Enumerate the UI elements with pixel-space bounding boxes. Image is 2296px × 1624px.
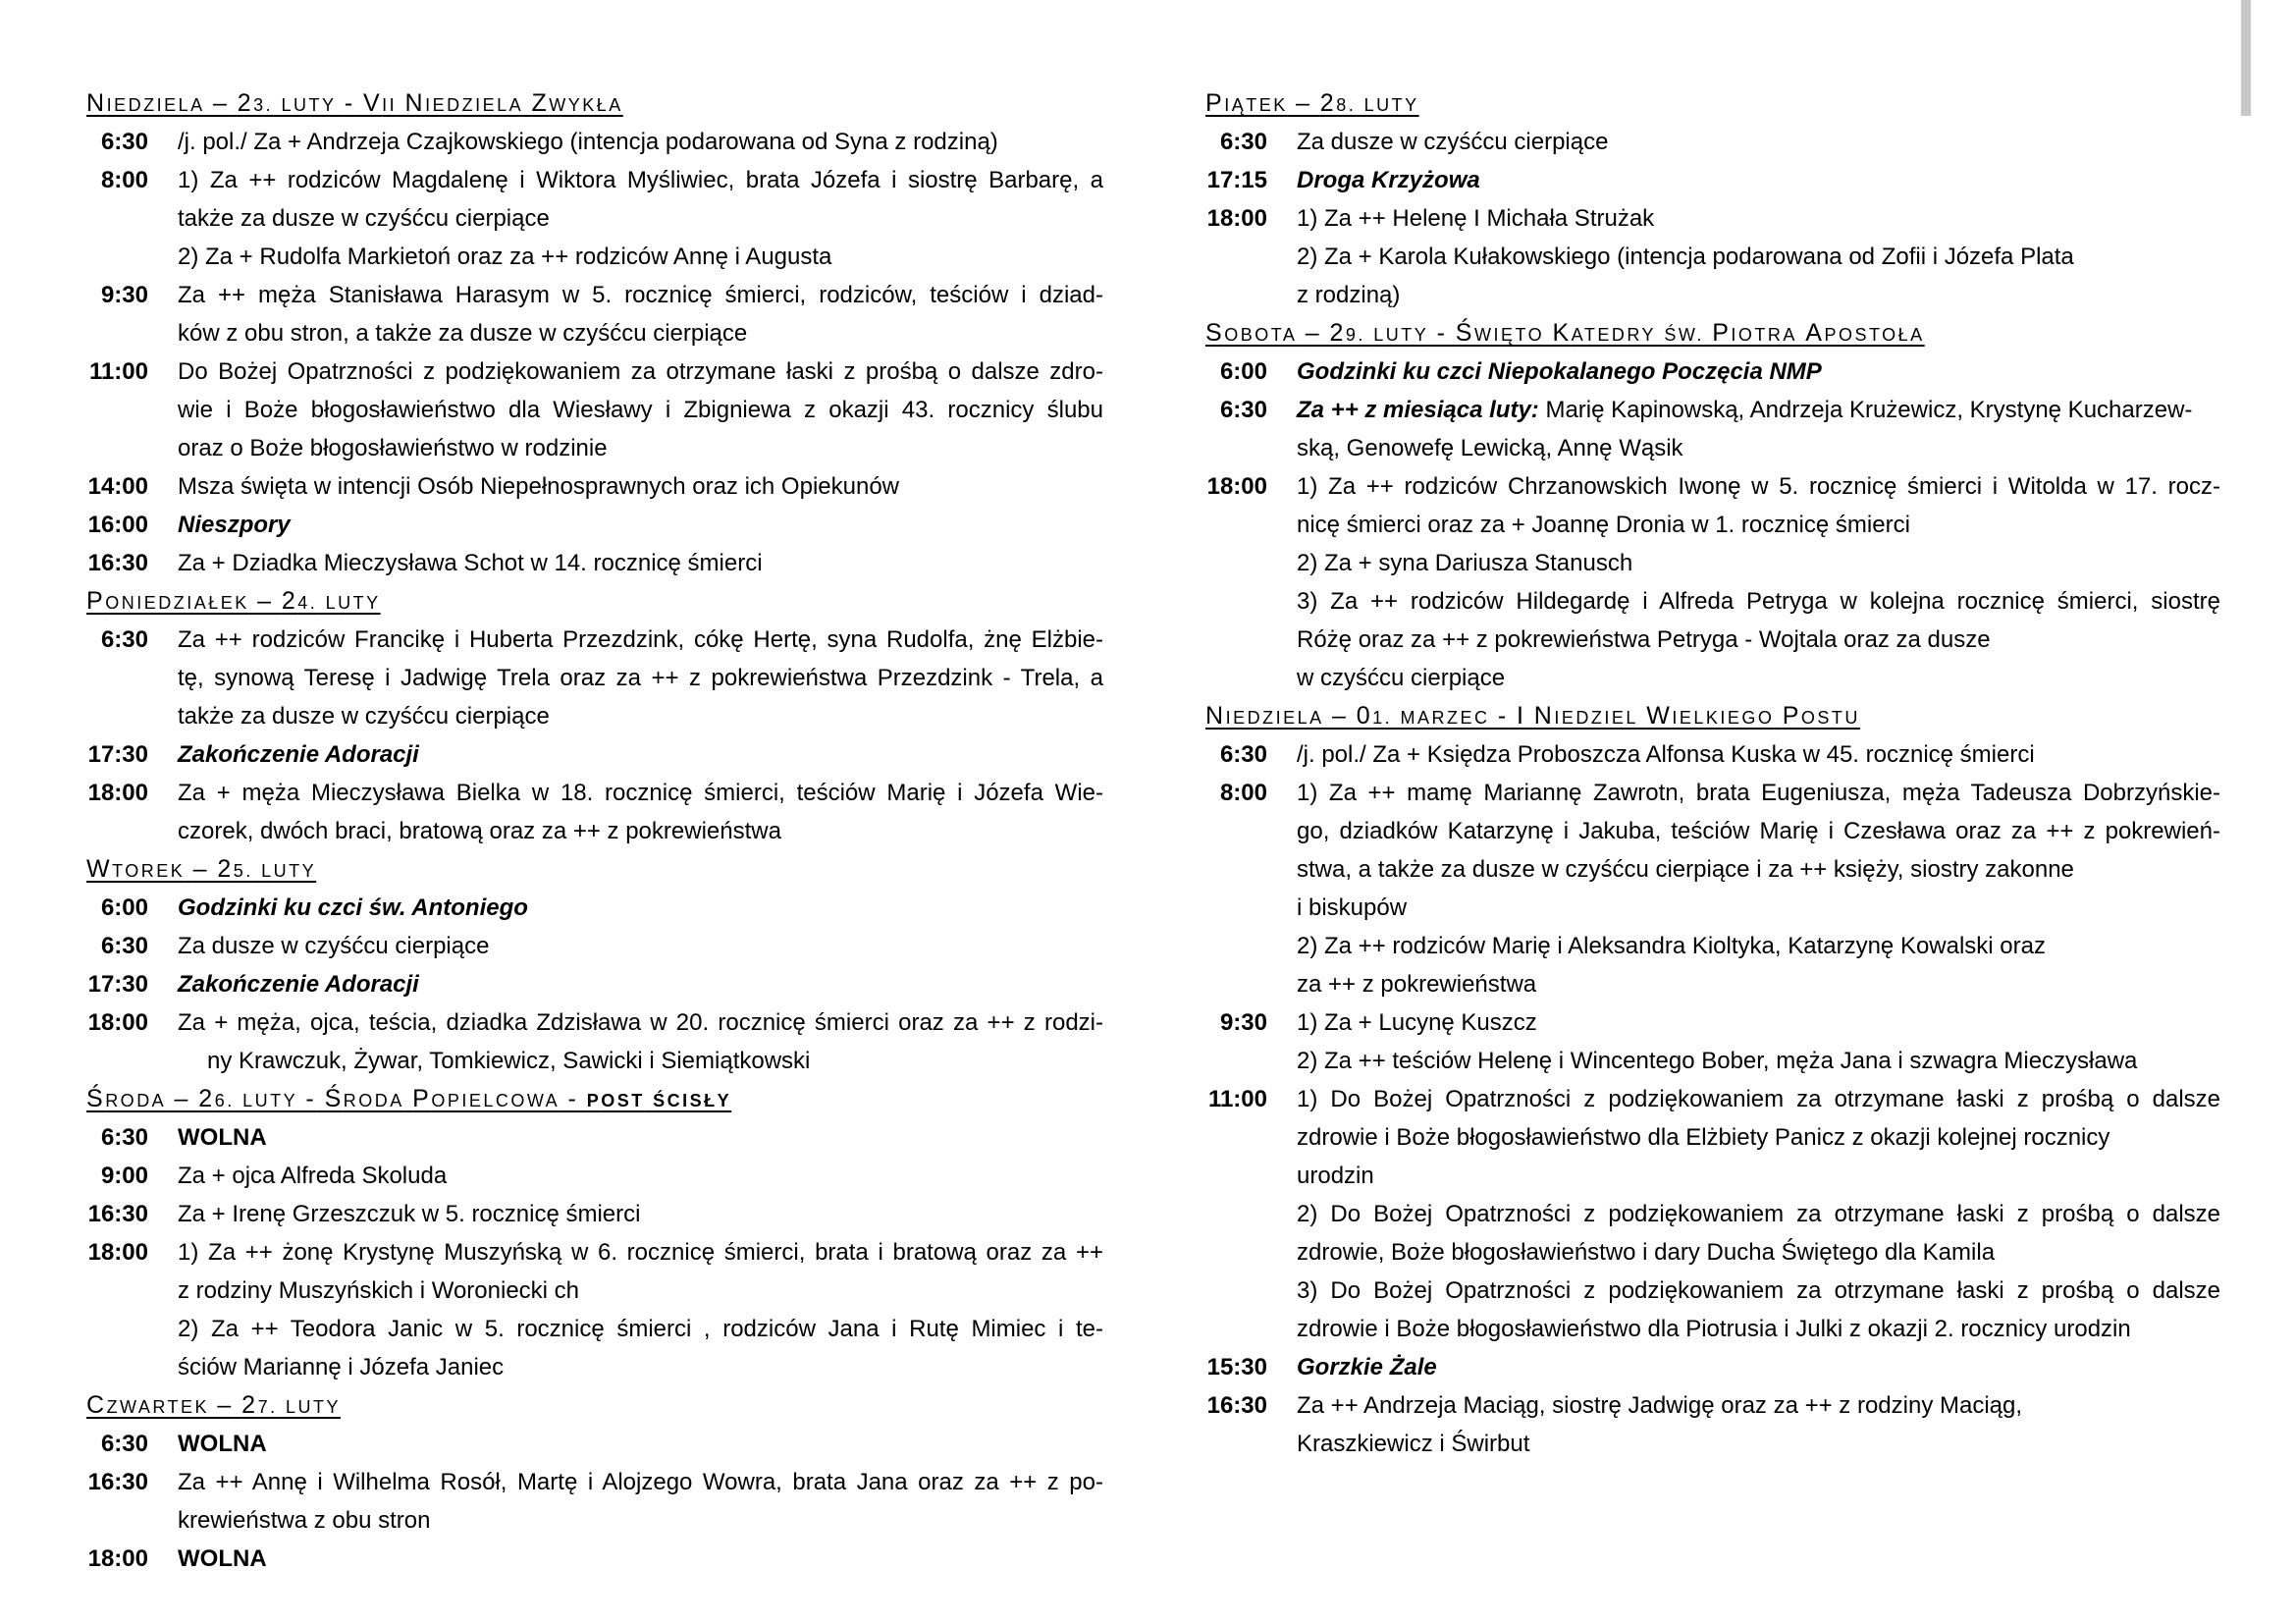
intention-line: WOLNA bbox=[178, 1431, 267, 1457]
mass-time: 17:30 bbox=[87, 971, 148, 998]
intention-line: 1) Za + Lucynę Kuszcz bbox=[1297, 1009, 1537, 1036]
mass-intentions bbox=[178, 467, 1103, 506]
day-heading-text: CZWARTEK – 27. LUTY bbox=[86, 1391, 341, 1419]
intention-line: 1) Za ++ rodziców Magdalenę i Wiktora Myśliwiec, brata Józefa i siostrę Barbarę, a bbox=[178, 167, 1103, 193]
mass-time: 9:30 bbox=[100, 282, 148, 308]
intention-line: zdrowie i Boże błogosławieństwo dla Elżbiety Panicz z okazji kolejnej rocznicy bbox=[1297, 1124, 2110, 1151]
mass-intentions bbox=[1297, 161, 2220, 199]
mass-time: 6:30 bbox=[100, 129, 148, 155]
intention-line: 2) Za + Karola Kułakowskiego (intencja podarowana od Zofii i Józefa Plata bbox=[1297, 244, 2074, 270]
mass-entry bbox=[86, 467, 1103, 506]
intention-line: Za + męża, ojca, teścia, dziadka Zdzisława w 20. rocznicę śmierci oraz za ++ z rodzi- bbox=[178, 1009, 1103, 1036]
intention-line: Droga Krzyżowa bbox=[1297, 167, 1480, 193]
intention-line: 2) Za ++ teściów Helenę i Wincentego Bober, męża Jana i szwagra Mieczysława bbox=[1297, 1048, 2138, 1074]
mass-entry bbox=[86, 1157, 1103, 1195]
mass-time: 18:00 bbox=[87, 1545, 148, 1572]
mass-intentions bbox=[1297, 467, 2220, 697]
mass-entry bbox=[1205, 1003, 2220, 1080]
day-heading bbox=[86, 84, 1103, 123]
mass-entry bbox=[86, 1463, 1103, 1540]
mass-time: 18:00 bbox=[1206, 473, 1267, 500]
mass-intentions bbox=[178, 774, 1103, 850]
mass-entry bbox=[1205, 161, 2220, 199]
mass-entry bbox=[86, 1540, 1103, 1578]
day-heading bbox=[86, 1386, 1103, 1425]
mass-intentions bbox=[178, 621, 1103, 735]
mass-entry bbox=[1205, 774, 2220, 1003]
intention-line: 2) Za ++ Teodora Janic w 5. rocznicę śmierci , rodziców Jana i Rutę Mimiec i te- bbox=[178, 1316, 1103, 1342]
intention-line: 2) Za + Rudolfa Markietoń oraz za ++ rodziców Annę i Augusta bbox=[178, 244, 832, 270]
intention-line: Do Bożej Opatrzności z podziękowaniem za otrzymane łaski z prośbą o dalsze zdro- bbox=[178, 358, 1103, 385]
mass-intentions bbox=[178, 1118, 1103, 1157]
mass-intentions bbox=[178, 123, 1103, 161]
day-heading-text: ŚRODA – 26. LUTY - ŚRODA POPIELCOWA - bbox=[86, 1085, 579, 1112]
mass-entry bbox=[86, 965, 1103, 1003]
day-heading bbox=[1205, 314, 2220, 352]
intention-line: krewieństwa z obu stron bbox=[178, 1507, 431, 1534]
intention-line: Za dusze w czyśćcu cierpiące bbox=[178, 933, 490, 959]
intention-line: i biskupów bbox=[1297, 894, 1408, 921]
mass-entry bbox=[86, 1233, 1103, 1386]
mass-entry bbox=[86, 544, 1103, 582]
mass-intentions bbox=[178, 1425, 1103, 1463]
mass-entry bbox=[86, 735, 1103, 774]
mass-entry bbox=[86, 506, 1103, 544]
intention-line: Za + Irenę Grzeszczuk w 5. rocznicę śmierci bbox=[178, 1201, 641, 1227]
mass-entry bbox=[86, 1003, 1103, 1080]
mass-time: 6:30 bbox=[1219, 129, 1267, 155]
intention-line: z rodziny Muszyńskich i Woroniecki ch bbox=[178, 1277, 580, 1304]
left-column bbox=[86, 84, 1103, 1578]
intention-line: go, dziadków Katarzynę i Jakuba, teściów Marię i Czesława oraz za ++ z pokrewień- bbox=[1297, 818, 2220, 844]
mass-time: 6:00 bbox=[100, 894, 148, 921]
intention-line: Za dusze w czyśćcu cierpiące bbox=[1297, 129, 1609, 155]
intention-line: ską, Genowefę Lewicką, Annę Wąsik bbox=[1297, 435, 1683, 461]
mass-time: 18:00 bbox=[87, 1239, 148, 1266]
mass-entry bbox=[1205, 1080, 2220, 1348]
mass-intentions bbox=[1297, 199, 2220, 314]
intention-line: 1) Za ++ żonę Krystynę Muszyńską w 6. rocznicę śmierci, brata i bratową oraz za ++ bbox=[178, 1239, 1103, 1266]
intention-line: /j. pol./ Za + Andrzeja Czajkowskiego (intencja podarowana od Syna z rodziną) bbox=[178, 129, 998, 155]
intention-line: Za + męża Mieczysława Bielka w 18. rocznicę śmierci, teściów Marię i Józefa Wie- bbox=[178, 780, 1103, 806]
mass-time: 11:00 bbox=[88, 358, 148, 385]
mass-time: 6:30 bbox=[100, 1124, 148, 1151]
mass-intentions bbox=[178, 965, 1103, 1003]
intention-line: także za dusze w czyśćcu cierpiące bbox=[178, 703, 550, 730]
day-heading bbox=[86, 1080, 1103, 1118]
intention-line: 1) Za ++ Helenę I Michała Strużak bbox=[1297, 205, 1655, 232]
intention-line: Za ++ Annę i Wilhelma Rosół, Martę i Alojzego Wowra, brata Jana oraz za ++ z po- bbox=[178, 1469, 1103, 1495]
mass-intentions bbox=[178, 352, 1103, 467]
mass-entry bbox=[86, 123, 1103, 161]
mass-entry bbox=[86, 161, 1103, 276]
mass-intentions bbox=[1297, 735, 2220, 774]
mass-intentions bbox=[1297, 1003, 2220, 1080]
intention-line: 2) Do Bożej Opatrzności z podziękowaniem za otrzymane łaski z prośbą o dalsze bbox=[1297, 1201, 2220, 1227]
intention-line: 1) Za ++ mamę Mariannę Zawrotn, brata Eugeniusza, męża Tadeusza Dobrzyńskie- bbox=[1297, 780, 2220, 806]
mass-intentions bbox=[1297, 1348, 2220, 1386]
day-heading-text: PONIEDZIAŁEK – 24. LUTY bbox=[86, 587, 381, 615]
mass-intentions bbox=[178, 276, 1103, 352]
intention-line bbox=[1297, 391, 2220, 429]
mass-entry bbox=[1205, 467, 2220, 697]
intention-line: ny Krawczuk, Żywar, Tomkiewicz, Sawicki i Siemiątkowski bbox=[207, 1048, 811, 1074]
intention-line: za ++ z pokrewieństwa bbox=[1297, 971, 1537, 998]
mass-time: 9:00 bbox=[100, 1163, 148, 1189]
mass-intentions bbox=[178, 1540, 1103, 1578]
mass-intentions bbox=[178, 544, 1103, 582]
intention-line: nicę śmierci oraz za + Joannę Dronia w 1. rocznicę śmierci bbox=[1297, 512, 1910, 538]
intention-line: 2) Za ++ rodziców Marię i Aleksandra Kioltyka, Katarzynę Kowalski oraz bbox=[1297, 933, 2046, 959]
mass-time: 11:00 bbox=[1207, 1086, 1267, 1112]
day-heading-text: SOBOTA – 29. LUTY - ŚWIĘTO KATEDRY ŚW. PIOTRA APOSTOŁA bbox=[1205, 319, 1925, 347]
intention-line: zdrowie i Boże błogosławieństwo dla Piotrusia i Julki z okazji 2. rocznicy urodzin bbox=[1297, 1316, 2131, 1342]
mass-intentions bbox=[178, 1233, 1103, 1386]
intention-line: 2) Za + syna Dariusza Stanusch bbox=[1297, 550, 1633, 576]
intention-text: Marię Kapinowską, Andrzeja Krużewicz, Krystynę Kucharzew- bbox=[1538, 397, 2193, 423]
mass-entry bbox=[1205, 391, 2220, 467]
mass-intentions bbox=[1297, 123, 2220, 161]
intention-line: Godzinki ku czci św. Antoniego bbox=[178, 894, 528, 921]
mass-entry bbox=[86, 889, 1103, 927]
mass-entry bbox=[86, 1195, 1103, 1233]
intention-line: Godzinki ku czci Niepokalanego Poczęcia NMP bbox=[1297, 358, 1822, 385]
mass-entry bbox=[86, 1118, 1103, 1157]
mass-entry bbox=[86, 1425, 1103, 1463]
intention-line: Za + Dziadka Mieczysława Schot w 14. rocznicę śmierci bbox=[178, 550, 763, 576]
mass-entry bbox=[1205, 352, 2220, 391]
intention-line: tę, synową Teresę i Jadwigę Trela oraz za ++ z pokrewieństwa Przezdzink - Trela, a bbox=[178, 665, 1103, 691]
right-column bbox=[1205, 84, 2220, 1463]
mass-intentions bbox=[178, 1195, 1103, 1233]
day-heading-text: PIĄTEK – 28. LUTY bbox=[1205, 89, 1419, 117]
intention-line: 3) Do Bożej Opatrzności z podziękowaniem za otrzymane łaski z prośbą o dalsze bbox=[1297, 1277, 2220, 1304]
intention-line: zdrowie, Boże błogosławieństwo i dary Ducha Świętego dla Kamila bbox=[1297, 1239, 1996, 1266]
fasting-note: POST ŚCISŁY bbox=[586, 1091, 732, 1110]
mass-entry bbox=[1205, 199, 2220, 314]
day-heading-text: NIEDZIELA – 23. LUTY - VII NIEDZIELA ZWYKŁA bbox=[86, 89, 623, 117]
mass-entry bbox=[86, 621, 1103, 735]
day-heading bbox=[1205, 697, 2220, 735]
intention-line: Zakończenie Adoracji bbox=[178, 741, 419, 768]
intention-line: 1) Za ++ rodziców Chrzanowskich Iwonę w 5. rocznicę śmierci i Witolda w 17. rocz- bbox=[1297, 473, 2220, 500]
mass-time: 16:00 bbox=[87, 512, 148, 538]
mass-time: 8:00 bbox=[100, 167, 148, 193]
mass-time: 6:00 bbox=[1219, 358, 1267, 385]
intention-line: także za dusze w czyśćcu cierpiące bbox=[178, 205, 550, 232]
mass-intentions bbox=[1297, 1386, 2220, 1463]
mass-intentions bbox=[178, 506, 1103, 544]
mass-entry bbox=[86, 774, 1103, 850]
mass-intentions bbox=[178, 927, 1103, 965]
mass-time: 16:30 bbox=[87, 1201, 148, 1227]
intention-line: 1) Do Bożej Opatrzności z podziękowaniem za otrzymane łaski z prośbą o dalsze bbox=[1297, 1086, 2220, 1112]
mass-time: 18:00 bbox=[87, 780, 148, 806]
intention-line: czorek, dwóch braci, bratową oraz za ++ z pokrewieństwa bbox=[178, 818, 781, 844]
mass-time: 16:30 bbox=[87, 550, 148, 576]
mass-time: 6:30 bbox=[100, 933, 148, 959]
mass-time: 16:30 bbox=[1206, 1392, 1267, 1419]
intention-line: Kraszkiewicz i Świrbut bbox=[1297, 1431, 1530, 1457]
mass-entry bbox=[1205, 1386, 2220, 1463]
mass-time: 6:30 bbox=[100, 626, 148, 653]
day-heading-text: WTOREK – 25. LUTY bbox=[86, 855, 317, 883]
mass-time: 16:30 bbox=[87, 1469, 148, 1495]
intention-line: w czyśćcu cierpiące bbox=[1297, 665, 1506, 691]
mass-time: 6:30 bbox=[1219, 397, 1267, 423]
intention-line: oraz o Boże błogosławieństwo w rodzinie bbox=[178, 435, 608, 461]
intention-line: stwa, a także za dusze w czyśćcu cierpiące i za ++ księży, siostry zakonne bbox=[1297, 856, 2074, 883]
mass-time: 18:00 bbox=[1206, 205, 1267, 232]
mass-time: 9:30 bbox=[1219, 1009, 1267, 1036]
intention-line: Za + ojca Alfreda Skoluda bbox=[178, 1163, 448, 1189]
mass-entry bbox=[1205, 735, 2220, 774]
intention-line: Za ++ Andrzeja Maciąg, siostrę Jadwigę oraz za ++ z rodziny Maciąg, bbox=[1297, 1392, 2023, 1419]
intention-line: Zakończenie Adoracji bbox=[178, 971, 419, 998]
mass-time: 14:00 bbox=[87, 473, 148, 500]
mass-time: 6:30 bbox=[1219, 741, 1267, 768]
mass-time: 18:00 bbox=[87, 1009, 148, 1036]
intention-line: 3) Za ++ rodziców Hildegardę i Alfreda Petryga w kolejna rocznicę śmierci, siostrę bbox=[1297, 588, 2220, 615]
mass-entry bbox=[86, 927, 1103, 965]
mass-intentions bbox=[1297, 352, 2220, 391]
intention-line: Nieszpory bbox=[178, 512, 291, 538]
intention-line: ściów Mariannę i Józefa Janiec bbox=[178, 1354, 505, 1380]
intention-line: WOLNA bbox=[178, 1545, 267, 1572]
scrollbar-thumb[interactable] bbox=[2241, 0, 2251, 116]
day-heading-text: NIEDZIELA – 01. MARZEC - I NIEDZIEL WIELKIEGO POSTU bbox=[1205, 702, 1860, 730]
intention-line: Msza święta w intencji Osób Niepełnosprawnych oraz ich Opiekunów bbox=[178, 473, 899, 500]
mass-intentions bbox=[178, 889, 1103, 927]
intention-line: /j. pol./ Za + Księdza Proboszcza Alfonsa Kuska w 45. rocznicę śmierci bbox=[1297, 741, 2035, 768]
intention-line: ków z obu stron, a także za dusze w czyśćcu cierpiące bbox=[178, 320, 748, 347]
mass-intentions bbox=[1297, 774, 2220, 1003]
mass-time: 6:30 bbox=[100, 1431, 148, 1457]
mass-time: 17:15 bbox=[1206, 167, 1267, 193]
intention-line: WOLNA bbox=[178, 1124, 267, 1151]
intention-lead: Za ++ z miesiąca luty: bbox=[1297, 397, 1539, 423]
mass-intentions bbox=[1297, 1080, 2220, 1348]
intention-line: Za ++ męża Stanisława Harasym w 5. rocznicę śmierci, rodziców, teściów i dziad- bbox=[178, 282, 1103, 308]
mass-intentions bbox=[178, 1157, 1103, 1195]
intention-line: wie i Boże błogosławieństwo dla Wiesławy i Zbigniewa z okazji 43. rocznicy ślubu bbox=[178, 397, 1103, 423]
mass-time: 8:00 bbox=[1219, 780, 1267, 806]
intention-line: Gorzkie Żale bbox=[1297, 1354, 1437, 1380]
mass-intentions bbox=[178, 161, 1103, 276]
intention-line: z rodziną) bbox=[1297, 282, 1401, 308]
intention-line: urodzin bbox=[1297, 1163, 1374, 1189]
mass-time: 15:30 bbox=[1206, 1354, 1267, 1380]
intention-line: Różę oraz za ++ z pokrewieństwa Petryga - Wojtala oraz za dusze bbox=[1297, 626, 1991, 653]
mass-intentions bbox=[1297, 391, 2220, 467]
mass-entry bbox=[86, 276, 1103, 352]
mass-entry bbox=[1205, 123, 2220, 161]
mass-intentions bbox=[178, 735, 1103, 774]
intention-line: Za ++ rodziców Francikę i Huberta Przezdzink, cókę Hertę, syna Rudolfa, żnę Elżbie- bbox=[178, 626, 1103, 653]
day-heading bbox=[1205, 84, 2220, 123]
mass-intentions bbox=[178, 1463, 1103, 1540]
mass-entry bbox=[86, 352, 1103, 467]
mass-time: 17:30 bbox=[87, 741, 148, 768]
day-heading bbox=[86, 582, 1103, 621]
day-heading bbox=[86, 850, 1103, 889]
mass-entry bbox=[1205, 1348, 2220, 1386]
mass-intentions bbox=[178, 1003, 1103, 1080]
